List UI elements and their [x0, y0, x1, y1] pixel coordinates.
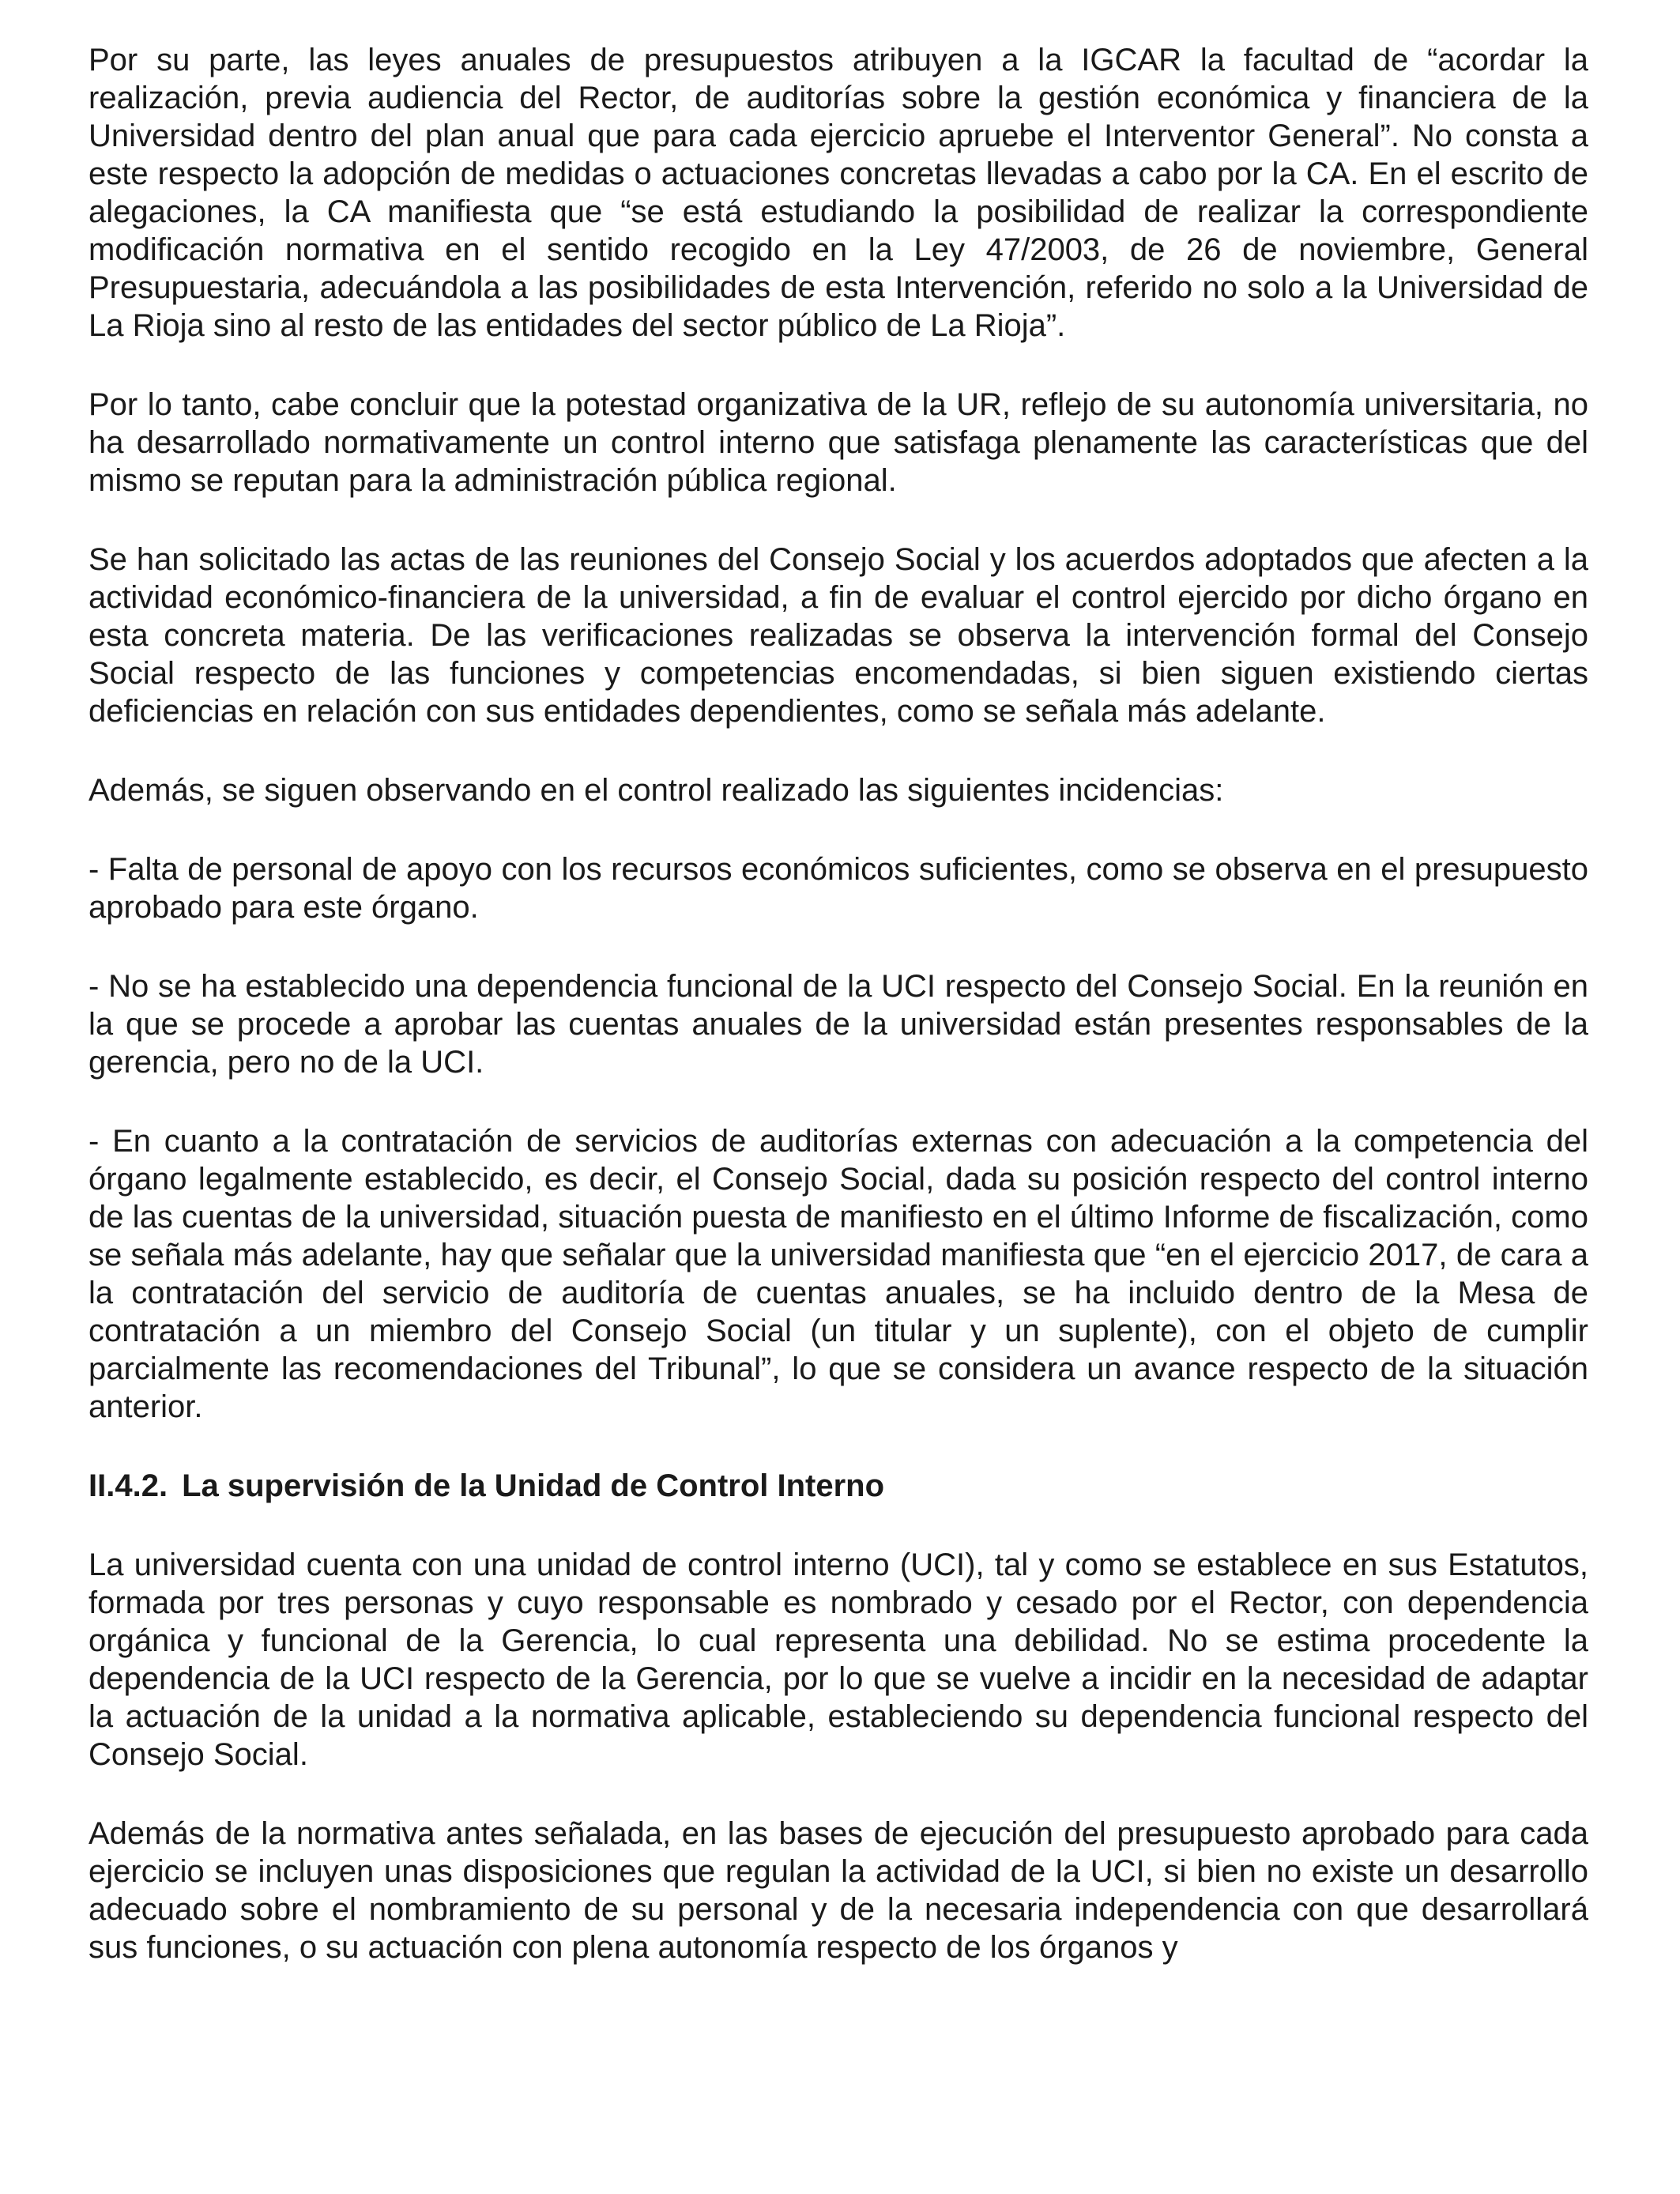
- paragraph-igcar-audits: Por su parte, las leyes anuales de presupuestos atribuyen a la IGCAR la facultad de “acordar la realización, previa audiencia del Rector, de auditorías sobre la gestión económica y financiera de la Universidad dentro del plan anual que para cada ejercicio apruebe el Interventor General”. No consta a este respecto la adopción de medidas o actuaciones concretas llevadas a cabo por la CA. En el escrito de alegaciones, la CA manifiesta que “se está estudiando la posibilidad de realizar la correspondiente modificación normativa en el sentido recogido en la Ley 47/2003, de 26 de noviembre, General Presupuestaria, adecuándola a las posibilidades de esta Intervención, referido no solo a la Universidad de La Rioja sino al resto de las entidades del sector público de La Rioja”.: [89, 43, 1588, 343]
- paragraph-incidencias-intro: Además, se siguen observando en el control realizado las siguientes incidencias:: [89, 773, 1224, 808]
- document-page: [89, 41, 1588, 1966]
- list-item-falta-personal: - Falta de personal de apoyo con los recursos económicos suficientes, como se observa en el presupuesto aprobado para este órgano.: [89, 852, 1588, 925]
- section-title: La supervisión de la Unidad de Control Interno: [182, 1468, 885, 1503]
- paragraph-conclusion-control-interno: Por lo tanto, cabe concluir que la potestad organizativa de la UR, reflejo de su autonomía universitaria, no ha desarrollado normativamente un control interno que satisfaga plenamente las características que del mismo se reputan para la administración pública regional.: [89, 387, 1588, 498]
- paragraph-uci-description: La universidad cuenta con una unidad de control interno (UCI), tal y como se establece en sus Estatutos, formada por tres personas y cuyo responsable es nombrado y cesado por el Rector, con dependencia orgánica y funcional de la Gerencia, lo cual representa una debilidad. No se estima procedente la dependencia de la UCI respecto de la Gerencia, por lo que se vuelve a incidir en la necesidad de adaptar la actuación de la unidad a la normativa aplicable, estableciendo su dependencia funcional respecto del Consejo Social.: [89, 1547, 1588, 1772]
- list-item-dependencia-uci: - No se ha establecido una dependencia funcional de la UCI respecto del Consejo Social. En la reunión en la que se procede a aprobar las cuentas anuales de la universidad están presentes responsables de la gerencia, pero no de la UCI.: [89, 969, 1588, 1080]
- section-heading: [89, 1467, 1588, 1505]
- paragraph-consejo-social-actas: Se han solicitado las actas de las reuniones del Consejo Social y los acuerdos adoptados que afecten a la actividad económico-financiera de la universidad, a fin de evaluar el control ejercido por dicho órgano en esta concreta materia. De las verificaciones realizadas se observa la intervención formal del Consejo Social respecto de las funciones y competencias encomendadas, si bien siguen existiendo ciertas deficiencias en relación con sus entidades dependientes, como se señala más adelante.: [89, 542, 1588, 729]
- list-item-auditorias-externas: - En cuanto a la contratación de servicios de auditorías externas con adecuación a la competencia del órgano legalmente establecido, es decir, el Consejo Social, dada su posición respecto del control interno de las cuentas de la universidad, situación puesta de manifiesto en el último Informe de fiscalización, como se señala más adelante, hay que señalar que la universidad manifiesta que “en el ejercicio 2017, de cara a la contratación del servicio de auditoría de cuentas anuales, se ha incluido dentro de la Mesa de contratación a un miembro del Consejo Social (un titular y un suplente), con el objeto de cumplir parcialmente las recomendaciones del Tribunal”, lo que se considera un avance respecto de la situación anterior.: [89, 1124, 1588, 1424]
- section-number: II.4.2.: [89, 1468, 168, 1503]
- paragraph-bases-ejecucion: Además de la normativa antes señalada, en las bases de ejecución del presupuesto aprobado para cada ejercicio se incluyen unas disposiciones que regulan la actividad de la UCI, si bien no existe un desarrollo adecuado sobre el nombramiento de su personal y de la necesaria independencia con que desarrollará sus funciones, o su actuación con plena autonomía respecto de los órganos y: [89, 1816, 1588, 1965]
